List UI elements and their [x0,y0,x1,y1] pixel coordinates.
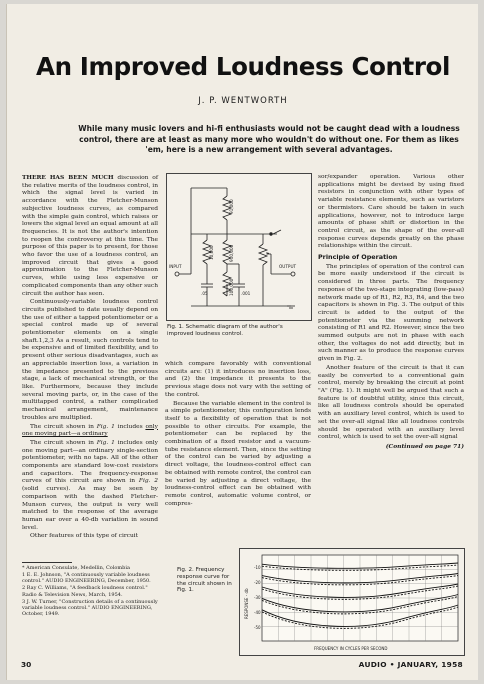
paragraph: sor/expander operation. Various other applications might be devised by using fixed resistors in conjunction with other types of variable resistance elements, such as varistors or thermistors. Care should be taken in such applications, however, not to introduce large amounts of phase shift or distortion in the control circuit, as the shape of the over-all response curves depends greatly on the phase relationships within the circuit. [318,174,464,250]
footnote: 1 E. E. Johnson, "A continuously variable loudness control." AUDIO ENGINEERING, December, 1950. [22,572,151,585]
text-column-3 [318,174,464,451]
lead-in: HERE HAS BEEN MUCH [26,174,114,181]
y-tick-label: -20 [254,580,261,585]
label-r1: 91,000 [229,199,234,214]
y-tick-label: -30 [254,595,261,600]
point-a [270,233,273,236]
article-title: An Improved Loudness Control [36,52,450,81]
figure-1-caption: Fig. 1. Schematic diagram of the author's improved loudness control. [167,324,283,337]
paragraph-text: includes only one moving part—an ordinary single-section potentiometer, with no taps. All of the other components are standard low-cost resistors and capacitors. The frequency-response curves of this circuit are shown in [22,439,158,485]
paragraph-text: only one moving part—a ordinary [22,423,158,438]
y-tick-label: -40 [254,610,261,615]
paragraph-text: (solid curves). As may be seen by comparison with the dashed Fletcher-Munson curves, the output is very well matched to the response of the average human ear over a 40-db variation in sound level. [22,486,158,531]
page-footer [7,660,479,672]
footnote: * American Consulate, Medellin, Colombia [22,565,130,571]
section-heading: Principle of Operation [318,253,398,262]
paragraph: The principles of operation of the control can be more easily understood if the circuit is considered in three parts. The frequency response of the two-stage integrating (low-pass) network made up of R1, R2, R3, R4, and the two capacitors is shown in Fig. 3. The output of this circuit is added to the output of the potentiometer via the summing network consisting of R1 and R2. However, since the two summed outputs are not in phase with each other, the voltages do not add directly, but in such manner as to produce the response curves given in Fig. 2. [318,263,464,363]
label-c2: .001 [241,291,251,296]
footnote: 2 Ray C. Williams, "A feedback loudness control." Radio & Television News, March, 1954. [22,585,148,598]
paragraph: Because the variable element in the control is a simple potentiometer, this configuration lends itself to a flexibility of operation that is not possible to other circuits. For example, the potentiometer can be replaced by the combination of a fixed resistor and a vacuum-tube resistance element. Then, since the setting of the control can be varied by adjusting a direct voltage, the loudness-control effect can be obtained with remote control, the control can be varied by adjusting a direct voltage, the loudness-control effect can be obtained with remote control, automatic volume control, or compres- [165,400,311,507]
text-column-1 [22,174,158,542]
label-input: INPUT [169,264,182,269]
paragraph [22,440,158,532]
footnote: 3 J. W. Turner, "Construction details of a continuously variable loudness control." AUDIO ENGINEERING, October, 1949. [22,598,158,618]
x-axis-label: FREQUENCY IN CYCLES PER SECOND [314,646,388,651]
label-output: OUTPUT [279,264,297,269]
page-number: 30 [21,660,32,669]
figure-1-schematic [166,173,312,321]
input-terminal [175,272,179,276]
paragraph: Other features of this type of circuit [30,533,139,540]
y-tick-label: -50 [254,625,261,630]
paragraph-text: The circuit shown in [30,439,97,446]
magazine-page [6,4,478,680]
article-author: J. P. WENTWORTH [198,96,288,106]
figure-reference: Fig. 2 [138,478,158,485]
label-c1: .05 [201,291,208,296]
paragraph [22,424,158,439]
label-r2: 10,000 [209,245,214,260]
figure-2-caption: Fig. 2. Frequency response curve for the circuit shown in Fig. 1. [177,567,232,594]
y-axis-label: RESPONSE - db [244,588,249,619]
response-chart [240,549,464,655]
paragraph [22,174,158,298]
paragraph: Another feature of the circuit is that it can easily be converted to a conventional gain control, merely by breaking the circuit at point "A" (Fig. 1). It might well be argued that such a feature is of doubtful utility, since this circuit, like all loudness controls should be operated with an auxiliary level control, which is used to set the over-all signal like all loudness controls should be operated with an auxiliary level control, which is used to set the over-all signal [318,364,464,441]
paragraph-text: discussion of the relative merits of the loudness control, in which the signal level is varied in accordance with the Fletcher-Munson subjective loudness curves, as compared with the simple gain control, which raises or lowers the signal level an equal amount at all frequencies. It is not the author's intention to reopen the controversy at this time. The purpose of this paper is to present, for those who favor the use of a loudness control, an improved circuit that gives a good approximation to the Fletcher-Munson curves, while using less expensive or complicated components than any other such circuit the author has seen. [22,175,158,297]
footnotes [22,565,160,619]
continued-note: (Continued on page 71) [385,442,464,450]
figure-reference: Fig. 1 [96,423,115,430]
paragraph: Continuously-variable loudness control circuits published to date usually depend on the use of either a tapped potentiometer or a special control made up of several potentiometer elements on a single shaft.1,2,3 As a result, such controls tend to be expensive and of limited flexibility, and to present other serious disadvantages, such as an appreciable insertion loss, a variation in the impedance presented to the previous stage, a lack of mechanical strength, or the like. Furthermore, because they include several moving parts, or, in the case of the multitapped control, a rather complicated mechanical arrangement, maintenance troubles are multiplied. [22,299,158,421]
paragraph: which compare favorably with conventional circuits are: (1) it introduces no insertion loss, and (2) the impedance it presents to the previous stage does not vary with the setting of the control. [165,361,311,398]
running-head: AUDIO • JANUARY, 1958 [358,660,463,669]
potentiometer [259,244,267,265]
drop-cap: T [22,174,27,181]
output-terminal [291,272,295,276]
text-column-2 [165,361,311,509]
paragraph-text: The circuit shown in [30,423,97,430]
label-r4: 100,000 [229,278,234,296]
footnote-rule [22,562,72,563]
figure-reference: Fig. 1 [96,439,115,446]
paragraph-text: includes [114,423,146,430]
y-tick-label: -10 [254,565,261,570]
article-deck: While many music lovers and hi-fi enthusiasts would not be caught dead with a loudness control, there are at least as many more who wouldn't do without one. For them as likes 'em, here is a new arrangement with several advantages. [78,124,460,155]
schematic-diagram [167,174,311,320]
figure-2-chart [239,548,465,656]
label-r3: 910,000 [229,244,234,262]
